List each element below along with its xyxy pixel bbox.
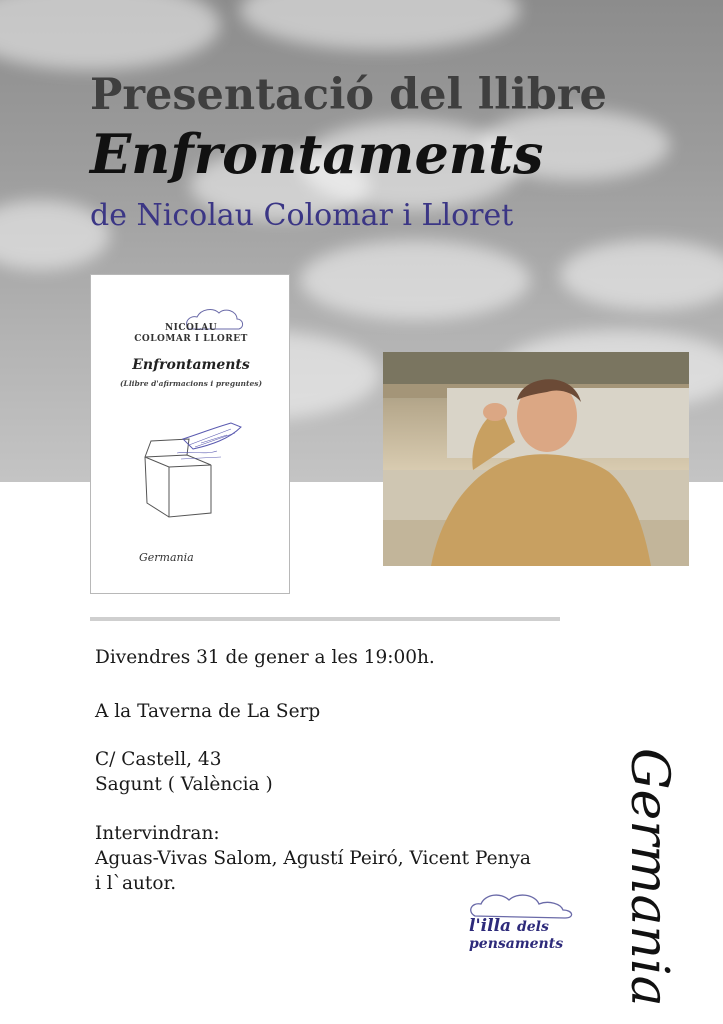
signature-text: Germania [619, 748, 679, 1007]
illa-dels-pensaments-logo [465, 890, 585, 960]
cover-author-first: NICOLAU [164, 323, 218, 333]
presentation-heading: Presentació del llibre [90, 70, 607, 120]
logo-word-illa: l'illa [469, 916, 512, 936]
divider [90, 617, 560, 621]
event-venue: A la Taverna de La Serp [95, 701, 321, 722]
logo-word-pensaments: pensaments [469, 936, 564, 952]
logo-word-dels: dels [516, 919, 549, 935]
book-cover [90, 274, 290, 594]
cover-subtitle: (Llibre d'afirmacions i preguntes) [120, 379, 262, 388]
author-line: de Nicolau Colomar i Lloret [90, 198, 514, 233]
speakers-line-2: i l`autor. [95, 873, 177, 894]
speakers-line-1: Aguas-Vivas Salom, Agustí Peiró, Vicent Penya [95, 848, 531, 869]
event-city: Sagunt ( València ) [95, 774, 273, 795]
cover-author-last: COLOMAR I LLORET [134, 334, 248, 344]
event-street: C/ Castell, 43 [95, 749, 222, 770]
cover-title: Enfrontaments [132, 357, 250, 373]
author-photo [383, 352, 689, 566]
germania-signature [612, 740, 679, 1007]
cover-publisher-mark: Germania [139, 551, 194, 564]
author-photo-illustration [383, 352, 689, 566]
speakers-label: Intervindran: [95, 823, 220, 844]
box-with-papers-illustration [91, 415, 291, 535]
event-datetime: Divendres 31 de gener a les 19:00h. [95, 647, 435, 668]
book-title: Enfrontaments [90, 122, 544, 186]
